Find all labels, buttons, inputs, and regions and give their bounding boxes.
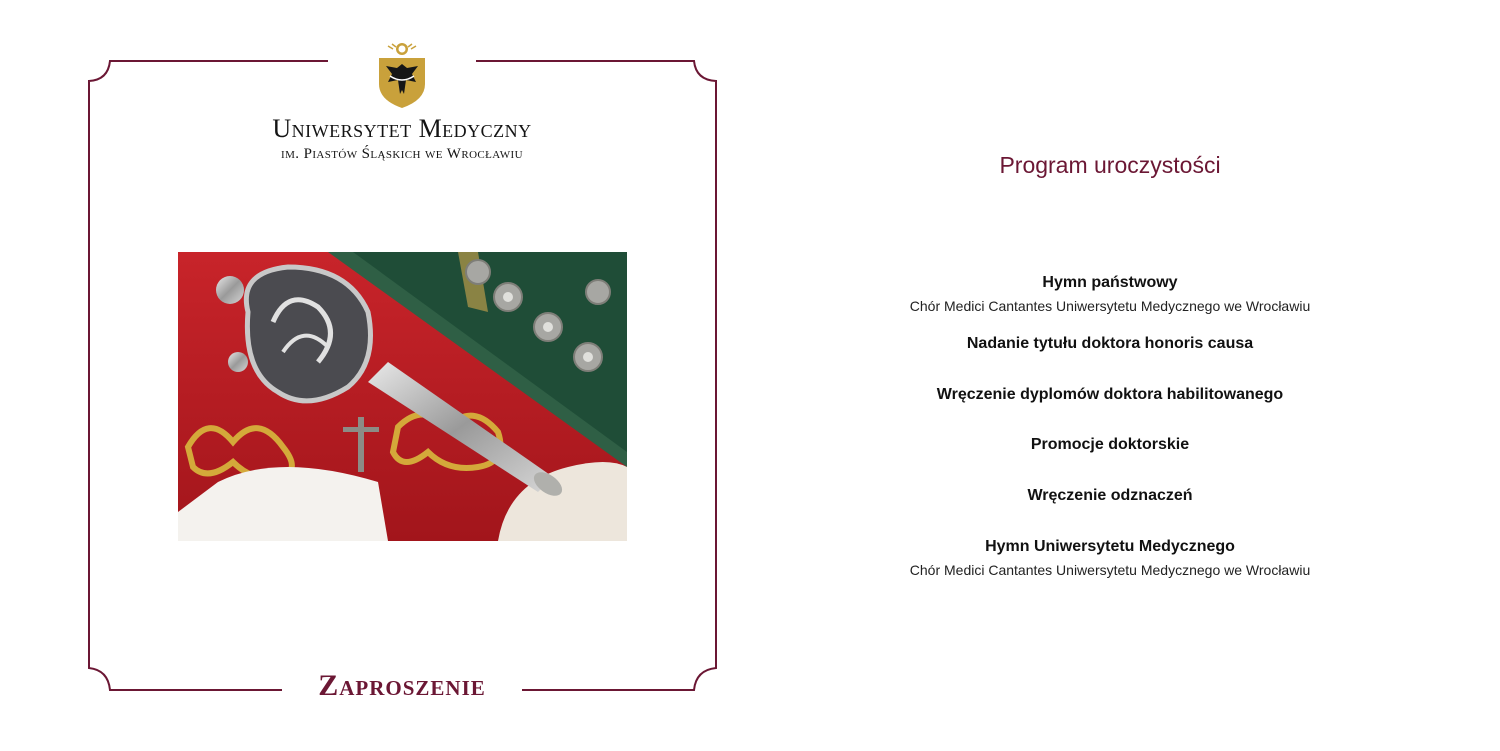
program-item-habilitation-diplomas	[750, 384, 1470, 406]
program-item-doctoral-promotions	[750, 434, 1470, 456]
program-item-title: Promocje doktorskie	[1030, 436, 1190, 453]
program-item-subtitle: Chór Medici Cantantes Uniwersytetu Medycznego we Wrocławiu	[909, 298, 1311, 314]
rector-sceptre-photo	[178, 252, 627, 541]
university-name: Uniwersytet Medyczny	[272, 114, 532, 143]
program-item-honoris-causa	[750, 333, 1470, 355]
university-subtitle: im. Piastów Śląskich we Wrocławiu	[281, 146, 523, 162]
program-item-awards	[750, 485, 1470, 507]
program-item-title: Nadanie tytułu doktora honoris causa	[966, 335, 1254, 352]
program-item-title: Hymn Uniwersytetu Medycznego	[985, 538, 1235, 555]
invitation-title: Zaproszenie	[318, 669, 486, 702]
program-item-university-anthem	[750, 536, 1470, 580]
program-item-title: Wręczenie dyplomów doktora habilitowanego	[936, 386, 1284, 403]
program-item-title: Hymn państwowy	[1042, 274, 1178, 291]
program-item-subtitle: Chór Medici Cantantes Uniwersytetu Medycznego we Wrocławiu	[909, 562, 1311, 578]
program-title: Program uroczystości	[999, 152, 1221, 178]
university-crest-icon	[374, 40, 430, 110]
ceremony-program	[750, 0, 1500, 751]
ceremony-photo	[178, 252, 627, 541]
program-item-title: Wręczenie odznaczeń	[1027, 487, 1193, 504]
program-item-national-anthem	[750, 272, 1470, 316]
